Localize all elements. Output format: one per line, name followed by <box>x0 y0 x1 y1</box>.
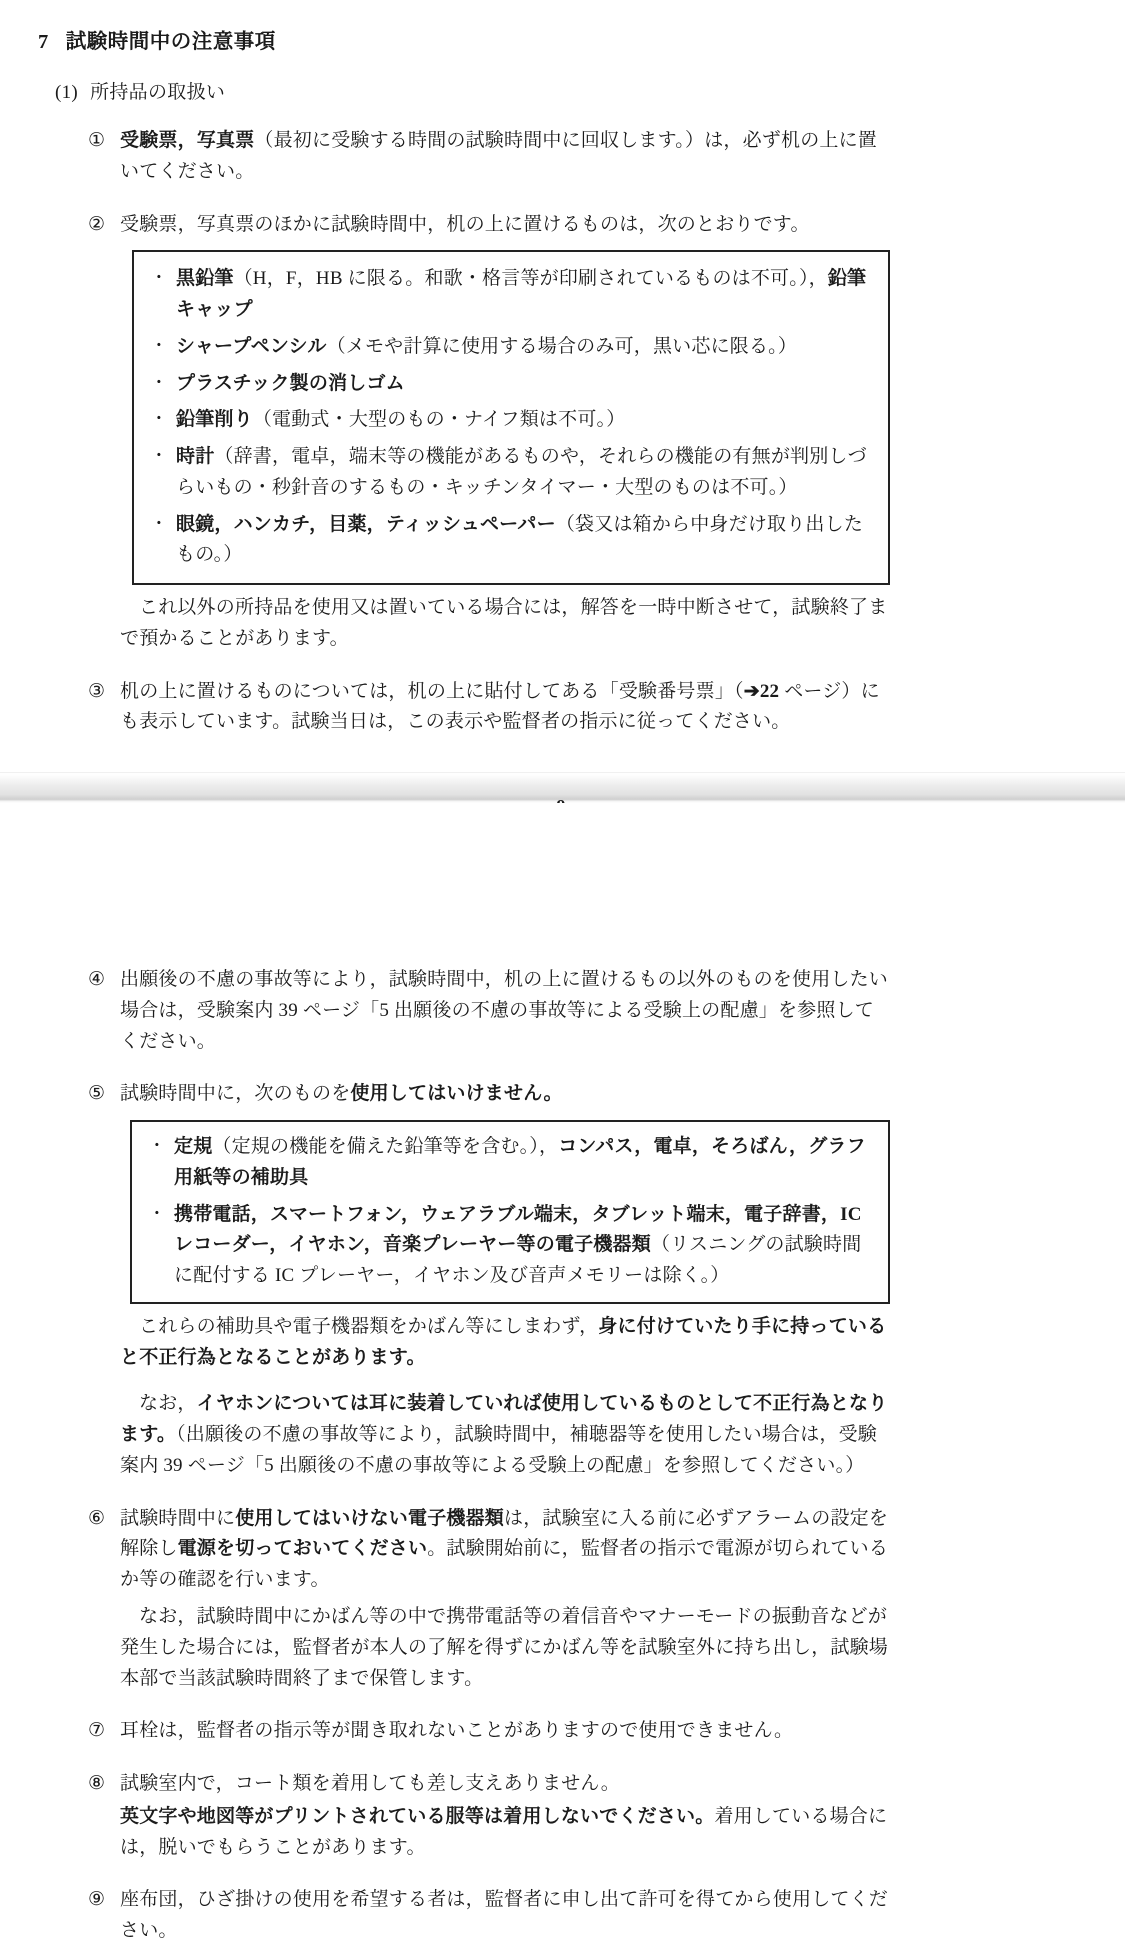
allowed-item-normal: （辞書，電卓，端末等の機能があるものや，それらの機能の有無が判別しづらいもの・秒針音のするもの・キッチンタイマー・大型のものは不可。） <box>176 446 867 498</box>
prohibited-item-bold: 携帯電話，スマートフォン，ウェアラブル端末，タブレット端末，電子辞書，IC レコーダー，イヤホン，音楽プレーヤー等の電子機器類 <box>174 1203 862 1256</box>
list-item-1 <box>88 126 1125 188</box>
list-item-5 <box>88 1079 1125 1481</box>
item-marker: ② <box>88 213 106 235</box>
list-item <box>142 510 874 572</box>
allowed-item-text <box>176 369 874 400</box>
allowed-item-normal: （袋又は箱から中身だけ取り出したもの。） <box>176 513 864 566</box>
bullet-dot-icon: ・ <box>150 409 168 429</box>
item-3-text-after: ページ）にも表示しています。試験当日は，この表示や監督者の指示に従ってください。 <box>120 680 880 733</box>
item-5-lead-bold: 使用してはいけません。 <box>350 1083 563 1105</box>
item-6-part2-normal: は，試験室に入る前に必ずアラームの設定を解除し <box>120 1507 889 1560</box>
document-page-2 <box>0 803 1125 1942</box>
prohibited-item-bold-tail: コンパス，電卓，そろばん，グラフ用紙等の補助具 <box>174 1136 866 1188</box>
list-item-3 <box>88 677 1125 739</box>
item-8-line-1: 試験室内で，コート類を着用しても差し支えありません。 <box>120 1773 620 1795</box>
list-item <box>142 369 874 400</box>
allowed-item-normal: （H，F，HB に限る。和歌・格言等が印刷されているものは不可。）， <box>233 268 828 290</box>
item-8-line-2 <box>120 1802 890 1864</box>
item-4-text: 出願後の不慮の事故等により，試験時間中，机の上に置けるもの以外のものを使用したい場合は，受験案内 39 ページ「5 出願後の不慮の事故等による受験上の配慮」を参照してください。 <box>120 969 889 1052</box>
list-item <box>142 264 874 326</box>
allowed-item-bold: 黒鉛筆 <box>176 268 234 290</box>
allowed-item-text <box>176 264 874 326</box>
item-body <box>120 1504 890 1695</box>
allowed-item-text <box>176 510 874 572</box>
section-number: 7 <box>38 31 49 53</box>
bullet-dot-icon: ・ <box>150 513 168 533</box>
allowed-items-box <box>132 250 890 585</box>
item-5-after-2-lead: なお， <box>139 1393 197 1415</box>
document-page-1 <box>0 0 1125 772</box>
item-2-text: 受験票，写真票のほかに試験時間中，机の上に置けるものは，次のとおりです。 <box>120 213 810 235</box>
item-5-after-2-bold: イヤホンについては耳に装着していれば使用しているものとして不正行為となります。 <box>120 1393 888 1446</box>
allowed-item-bold: 眼鏡，ハンカチ，目薬，ティッシュペーパー <box>176 513 556 535</box>
item-8-line-2-rest: 着用している場合には，脱いでもらうことがあります。 <box>120 1805 888 1858</box>
item-6-part1-normal: 試験時間中に <box>120 1507 236 1529</box>
bullet-dot-icon: ・ <box>148 1136 166 1156</box>
section-heading <box>38 24 1125 54</box>
allowed-item-normal: （メモや計算に使用する場合のみ可，黒い芯に限る。） <box>326 335 798 357</box>
list-item-2 <box>88 210 1125 655</box>
section-title: 試験時間中の注意事項 <box>65 31 276 53</box>
list-item-9 <box>88 1885 1125 1947</box>
item-body <box>120 210 890 655</box>
prohibited-item-text <box>174 1200 876 1292</box>
item-body <box>120 965 890 1057</box>
allowed-item-text <box>176 442 874 504</box>
bullet-dot-icon: ・ <box>150 372 168 392</box>
item-body <box>120 1716 890 1747</box>
list-item-6 <box>88 1504 1125 1695</box>
prohibited-items-list <box>140 1132 876 1292</box>
item-marker: ⑥ <box>88 1507 106 1529</box>
item-5-lead <box>120 1079 890 1110</box>
item-marker: ⑦ <box>88 1720 106 1742</box>
allowed-item-normal: （電動式・大型のもの・ナイフ類は不可。） <box>252 409 626 431</box>
bullet-dot-icon: ・ <box>150 446 168 466</box>
allowed-item-bold: プラスチック製の消しゴム <box>176 372 405 394</box>
item-marker: ⑧ <box>88 1773 106 1795</box>
item-3-text-before: 机の上に置けるものについては，机の上に貼付してある「受験番号票」（ <box>120 680 744 702</box>
list-item-7 <box>88 1716 1125 1747</box>
bullet-dot-icon: ・ <box>150 268 168 288</box>
item-marker: ③ <box>88 680 106 702</box>
subsection-title: 所持品の取扱い <box>90 82 226 103</box>
allowed-item-text <box>176 332 874 363</box>
list-item <box>140 1132 876 1194</box>
bullet-dot-icon: ・ <box>148 1203 166 1223</box>
bullet-dot-icon: ・ <box>150 335 168 355</box>
item-5-after-2-rest: （出願後の不慮の事故等により，試験時間中，補聴器等を使用したい場合は，受験案内 39 ページ「5 出願後の不慮の事故等による受験上の配慮」を参照してください。） <box>120 1424 877 1476</box>
item-6-text <box>120 1504 890 1596</box>
page-reference-link[interactable]: ➔22 <box>743 680 780 702</box>
item-5-after-box-2 <box>120 1389 890 1481</box>
item-9-text: 座布団，ひざ掛けの使用を希望する者は，監督者に申し出て許可を得てから使用してください。 <box>120 1889 889 1942</box>
list-item <box>142 332 874 363</box>
item-body <box>120 1885 890 1947</box>
item-1-rest: （最初に受験する時間の試験時間中に回収します。）は，必ず机の上に置いてください。 <box>120 130 877 182</box>
item-marker: ① <box>88 130 106 151</box>
allowed-item-bold: シャープペンシル <box>176 335 327 357</box>
prohibited-item-normal: （定規の機能を備えた鉛筆等を含む。）， <box>212 1136 559 1158</box>
allowed-items-list <box>142 264 874 571</box>
item-5-lead-normal: 試験時間中に，次のものを <box>120 1083 351 1105</box>
allowed-item-text <box>176 405 874 436</box>
list-item <box>142 405 874 436</box>
subsection-heading <box>55 77 1125 104</box>
prohibited-item-text <box>174 1132 876 1194</box>
item-1-text <box>120 126 890 188</box>
item-5-after-box-1 <box>120 1312 890 1374</box>
list-item <box>142 442 874 504</box>
allowed-item-bold: 鉛筆削り <box>176 409 253 431</box>
list-item-8 <box>88 1769 1125 1863</box>
allowed-item-bold-tail: 鉛筆キャップ <box>176 268 867 321</box>
item-8-line-2-bold: 英文字や地図等がプリントされている服等は着用しないでください。 <box>120 1805 715 1827</box>
list-item-4 <box>88 965 1125 1057</box>
subsection-number: (1) <box>55 82 79 103</box>
item-body <box>120 126 890 188</box>
page-2-top-margin <box>0 803 1125 943</box>
item-6-para-2: なお，試験時間中にかばん等の中で携帯電話等の着信音やマナーモードの振動音などが発生した場合には，監督者が本人の了解を得ずにかばん等を試験室外に持ち出し，試験場本部で当該試験時間終了まで保管します。 <box>120 1606 889 1689</box>
item-marker: ⑨ <box>88 1889 106 1911</box>
item-5-after-normal-1: これらの補助具や電子機器類をかばん等にしまわず， <box>139 1315 599 1337</box>
item-6-part1-bold: 使用してはいけない電子機器類 <box>235 1507 505 1529</box>
item-5-after-bold-1: 身に付けていたり手に持っていると不正行為となることがあります。 <box>120 1315 887 1368</box>
list-item <box>140 1200 876 1292</box>
item-marker: ④ <box>88 969 106 990</box>
item-7-text: 耳栓は，監督者の指示等が聞き取れないことがありますので使用できません。 <box>120 1720 794 1742</box>
item-body <box>120 1769 890 1863</box>
item-2-after-box: これ以外の所持品を使用又は置いている場合には，解答を一時中断させて，試験終了まで預かることがあります。 <box>120 597 888 649</box>
item-1-bold-lead: 受験票，写真票 <box>120 130 255 151</box>
item-marker: ⑤ <box>88 1083 106 1105</box>
item-body <box>120 1079 890 1481</box>
prohibited-items-box <box>130 1120 890 1304</box>
item-3-text <box>120 677 890 739</box>
prohibited-item-normal: （リスニングの試験時間に配付する IC プレーヤー，イヤホン及び音声メモリーは除く。） <box>174 1234 862 1287</box>
item-6-part3-bold: 電源を切っておいてください <box>177 1538 428 1560</box>
prohibited-item-bold: 定規 <box>174 1136 213 1158</box>
allowed-item-bold: 時計 <box>176 446 215 468</box>
item-body <box>120 677 890 739</box>
item-6-part4-normal: 。試験開始前に，監督者の指示で電源が切られているか等の確認を行います。 <box>120 1538 889 1591</box>
